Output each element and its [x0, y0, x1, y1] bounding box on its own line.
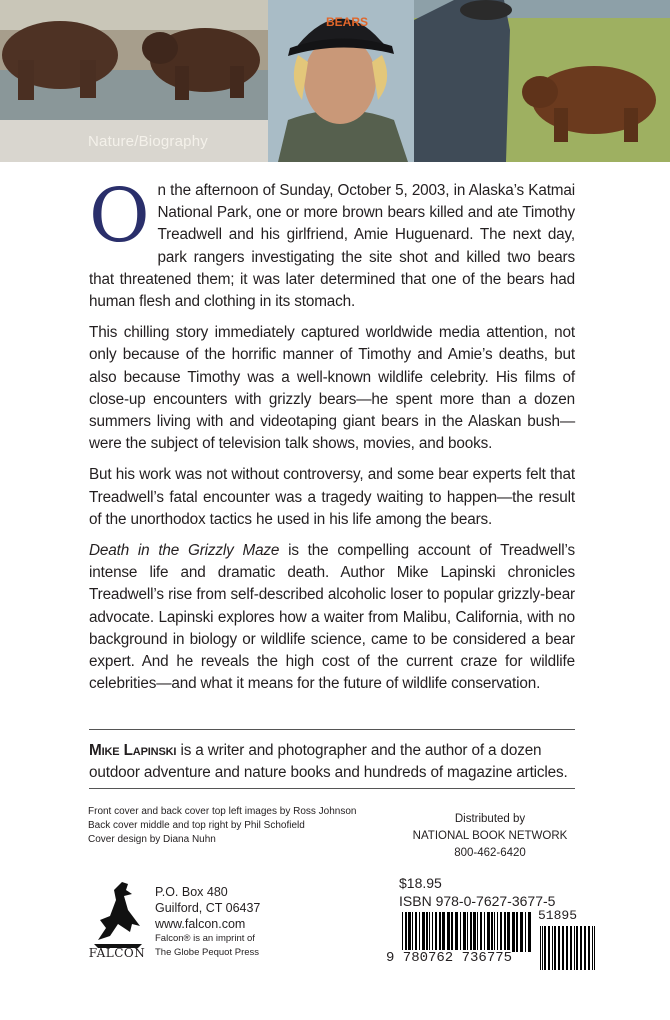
- author-bio: [89, 740, 575, 784]
- price: $18.95: [399, 875, 442, 891]
- imprint-line-1: Falcon® is an imprint of: [155, 933, 255, 944]
- barcode-digits: 9 780762 736775: [386, 950, 513, 966]
- address-line-1: P.O. Box 480: [155, 885, 228, 899]
- barcode-bar: [455, 912, 458, 952]
- description-paragraph-4: [89, 540, 575, 695]
- barcode-bar: [451, 912, 453, 952]
- divider-top: [89, 729, 575, 730]
- barcode-bar: [426, 912, 428, 952]
- author-name: Mike Lapinski: [89, 742, 177, 759]
- barcode-bar: [460, 912, 461, 952]
- barcode-bar: [470, 912, 472, 952]
- barcode-bar: [500, 912, 502, 952]
- credit-line: Front cover and back cover top left images by Ross Johnson: [88, 806, 357, 817]
- barcode-addon-bar: [552, 926, 553, 970]
- barcode-addon-bar: [588, 926, 590, 970]
- barcode-bar: [477, 912, 478, 952]
- man-in-cap-portrait-photo: [268, 0, 414, 162]
- description-paragraph-1: [89, 173, 575, 313]
- description-paragraph-3: But his work was not without controversy, and some bear experts felt that Treadwell’s fatal encounter was a tragedy waiting to happen—the result of the unorthodox tactics he used in his life among the bears.: [89, 466, 575, 528]
- barcode-addon-bar: [542, 926, 543, 970]
- barcode-addon-bar: [570, 926, 572, 970]
- photo-credits: [88, 805, 388, 847]
- publisher-website: www.falcon.com: [155, 917, 246, 931]
- barcode-bar: [408, 912, 411, 952]
- barcode-bar: [467, 912, 468, 952]
- barcode-bar: [419, 912, 420, 952]
- barcode-addon-bar: [592, 926, 593, 970]
- credit-line: Cover design by Diana Nuhn: [88, 834, 216, 845]
- barcode-addon-bar: [584, 926, 586, 970]
- barcode-addon-bar: [566, 926, 568, 970]
- barcode-addon-digits: 51895: [538, 908, 578, 923]
- barcode-bar: [429, 912, 430, 952]
- address-line-2: Guilford, CT 06437: [155, 901, 261, 915]
- barcode-bar: [491, 912, 493, 952]
- genre-label: Nature/Biography: [88, 133, 208, 150]
- book-description: [89, 173, 575, 704]
- isbn: ISBN 978-0-7627-3677-5: [399, 893, 556, 909]
- barcode-bar: [525, 912, 526, 952]
- barcode-addon-bar: [558, 926, 560, 970]
- barcode-bar: [405, 912, 407, 952]
- barcode-bar: [415, 912, 417, 952]
- barcode-bar: [507, 912, 510, 952]
- barcode-bar: [484, 912, 485, 952]
- barcode-bar: [435, 912, 437, 952]
- barcode-bar: [528, 912, 531, 952]
- publisher-address: [155, 884, 260, 960]
- man-with-bear-in-meadow-photo: [414, 0, 670, 162]
- barcode-addon-bar: [548, 926, 550, 970]
- falcon-wordmark: FALCON: [88, 946, 146, 960]
- author-bio-text: is a writer and photographer and the author of a dozen outdoor adventure and nature books and hundreds of magazine articles.: [89, 742, 568, 781]
- price-block: [399, 874, 555, 910]
- barcode-addon-bar: [540, 926, 541, 970]
- distributor-label: Distributed by: [454, 813, 526, 825]
- barcode-addon-bar: [594, 926, 595, 970]
- imprint-line-2: The Globe Pequot Press: [155, 947, 260, 958]
- barcode-bar: [516, 912, 518, 952]
- barcode-bar: [447, 912, 450, 952]
- barcode-bar: [432, 912, 433, 952]
- barcode-bar: [497, 912, 498, 952]
- barcode-addon-bar: [562, 926, 564, 970]
- barcode-bar: [402, 912, 403, 952]
- credit-line: Back cover middle and top right by Phil Schofield: [88, 820, 305, 831]
- barcode-bar: [512, 912, 515, 952]
- barcode-bar: [473, 912, 476, 952]
- barcode-addon-bar: [576, 926, 578, 970]
- distributor-info: [395, 811, 585, 862]
- barcode-addon-bar: [580, 926, 582, 970]
- barcode-addon-bar: [574, 926, 575, 970]
- barcode-bar: [442, 912, 445, 952]
- distributor-name: NATIONAL BOOK NETWORK: [412, 830, 568, 842]
- barcode-addon-bar: [554, 926, 556, 970]
- description-p4-text: is the compelling account of Treadwell’s intense life and dramatic death. Author Mike Lapinski chronicles Treadwell’s rise from self-described alcoholic loser to popular grizzly-bear advocate. Lapinski explores how a waiter from Malibu, California, with no background in biology or wildlife science, came to be considered a bear expert. And he reveals the high cost of the current craze for wildlife celebrities—and what it means for the future of wildlife conservation.: [89, 542, 575, 693]
- description-p1-text: n the afternoon of Sunday, October 5, 2003, in Alaska’s Katmai National Park, one or more brown bears killed and ate Timothy Treadwell and his girlfriend, Amie Huguenard. The next day, park rangers investigating the site shot and killed two bears that threatened them; it was later determined that one of the bears had human flesh and clothing in its stomach.: [89, 182, 575, 311]
- barcode-bar: [487, 912, 490, 952]
- barcode-bar: [422, 912, 425, 952]
- barcode-bar: [504, 912, 506, 952]
- barcode-addon-bar: [544, 926, 546, 970]
- barcode-bar: [494, 912, 495, 952]
- drop-cap: O: [89, 173, 150, 259]
- distributor-phone: 800-462-6420: [454, 847, 526, 859]
- cover-photo-strip: [0, 0, 670, 162]
- barcode-bar: [439, 912, 441, 952]
- description-paragraph-2: This chilling story immediately captured worldwide media attention, not only because of the horrific manner of Timothy and Amie’s deaths, but also because Timothy was a well-known wildlife celebrity. His films of close-up encounters with grizzly bears—he spent more than a dozen summers living with and videotaping giant bears in the Alaskan bush—were the subject of television talk shows, movies, and books.: [89, 324, 575, 453]
- divider-bottom: [89, 788, 575, 789]
- book-title-italic: Death in the Grizzly Maze: [89, 542, 280, 560]
- cap-logo-text: BEARS: [326, 15, 369, 29]
- barcode-bar: [480, 912, 482, 952]
- barcode-bar: [463, 912, 466, 952]
- barcode-bar: [520, 912, 523, 952]
- barcode-bar: [412, 912, 413, 952]
